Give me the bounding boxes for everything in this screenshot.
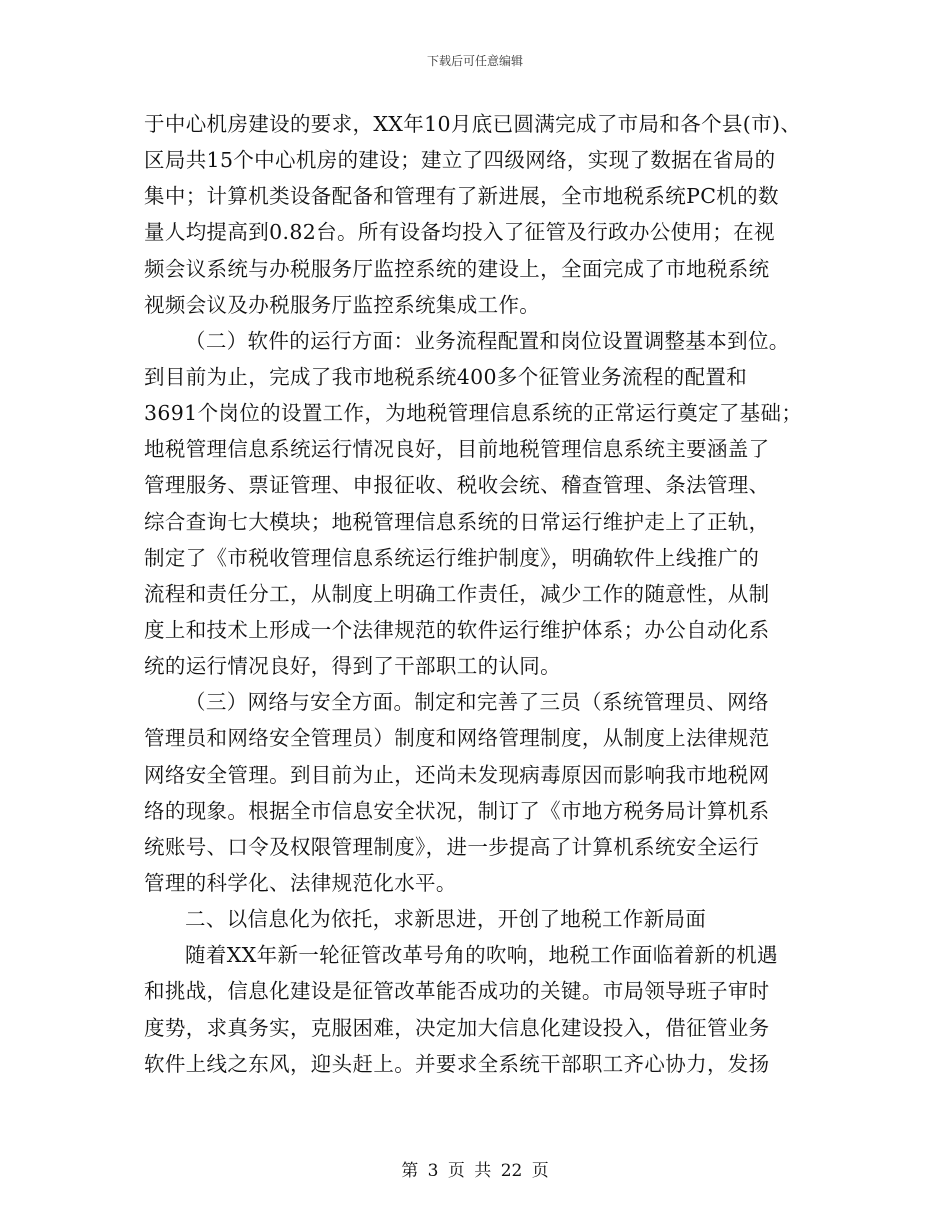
text-line: 管理员和网络安全管理员）制度和网络管理制度，从制度上法律规范 [144, 726, 770, 751]
text-line: 于中心机房建设的要求，XX年10月底已圆满完成了市局和各个县(市)、 [144, 112, 802, 136]
section-heading: 二、以信息化为依托，求新思进，开创了地税工作新局面 [185, 907, 707, 932]
text-line: 综合查询七大模块；地税管理信息系统的日常运行维护走上了正轨， [144, 509, 770, 534]
text-line: 集中；计算机类设备配备和管理有了新进展，全市地税系统PC机的数 [144, 184, 779, 209]
text-line: 网络安全管理。到目前为止，还尚未发现病毒原因而影响我市地税网 [144, 762, 770, 787]
text-line: （三）网络与安全方面。制定和完善了三员（系统管理员、网络 [185, 690, 769, 715]
text-line: 管理的科学化、法律规范化水平。 [144, 870, 457, 895]
text-line: 度上和技术上形成一个法律规范的软件运行维护体系；办公自动化系 [144, 617, 770, 642]
text-line: 到目前为止，完成了我市地税系统400多个征管业务流程的配置和 [144, 364, 748, 389]
text-line: 统的运行情况良好，得到了干部职工的认同。 [144, 654, 561, 679]
text-line: 流程和责任分工，从制度上明确工作责任，减少工作的随意性，从制 [144, 581, 770, 606]
text-line: 管理服务、票证管理、申报征收、税收会统、稽查管理、条法管理、 [144, 473, 770, 498]
text-line: 和挑战，信息化建设是征管改革能否成功的关键。市局领导班子审时 [144, 979, 770, 1004]
text-line: 区局共15个中心机房的建设；建立了四级网络，实现了数据在省局的 [144, 148, 776, 173]
text-line: 度势，求真务实，克服困难，决定加大信息化建设投入，借征管业务 [144, 1015, 770, 1040]
text-line: 3691个岗位的设置工作，为地税管理信息系统的正常运行奠定了基础； [144, 401, 803, 426]
text-line: 络的现象。根据全市信息安全状况，制订了《市地方税务局计算机系 [144, 798, 770, 823]
text-line: 随着XX年新一轮征管改革号角的吹响，地税工作面临着新的机遇 [185, 943, 778, 968]
document-body [144, 106, 824, 1082]
page-footer: 第 3 页 共 22 页 [401, 1161, 549, 1181]
text-line: 软件上线之东风，迎头赶上。并要求全系统干部职工齐心协力，发扬 [144, 1051, 770, 1076]
text-line: （二）软件的运行方面：业务流程配置和岗位设置调整基本到位。 [185, 328, 790, 353]
text-line: 视频会议及办税服务厅监控系统集成工作。 [144, 292, 541, 317]
text-line: 量人均提高到0.82台。所有设备均投入了征管及行政办公使用；在视 [144, 220, 775, 245]
text-line: 制定了《市税收管理信息系统运行维护制度》，明确软件上线推广的 [144, 545, 760, 570]
text-line: 统账号、口令及权限管理制度》，进一步提高了计算机系统安全运行 [144, 834, 760, 859]
page-header: 下载后可任意编辑 [426, 54, 523, 68]
text-line: 频会议系统与办税服务厅监控系统的建设上，全面完成了市地税系统 [144, 256, 770, 281]
text-line: 地税管理信息系统运行情况良好，目前地税管理信息系统主要涵盖了 [144, 437, 770, 462]
